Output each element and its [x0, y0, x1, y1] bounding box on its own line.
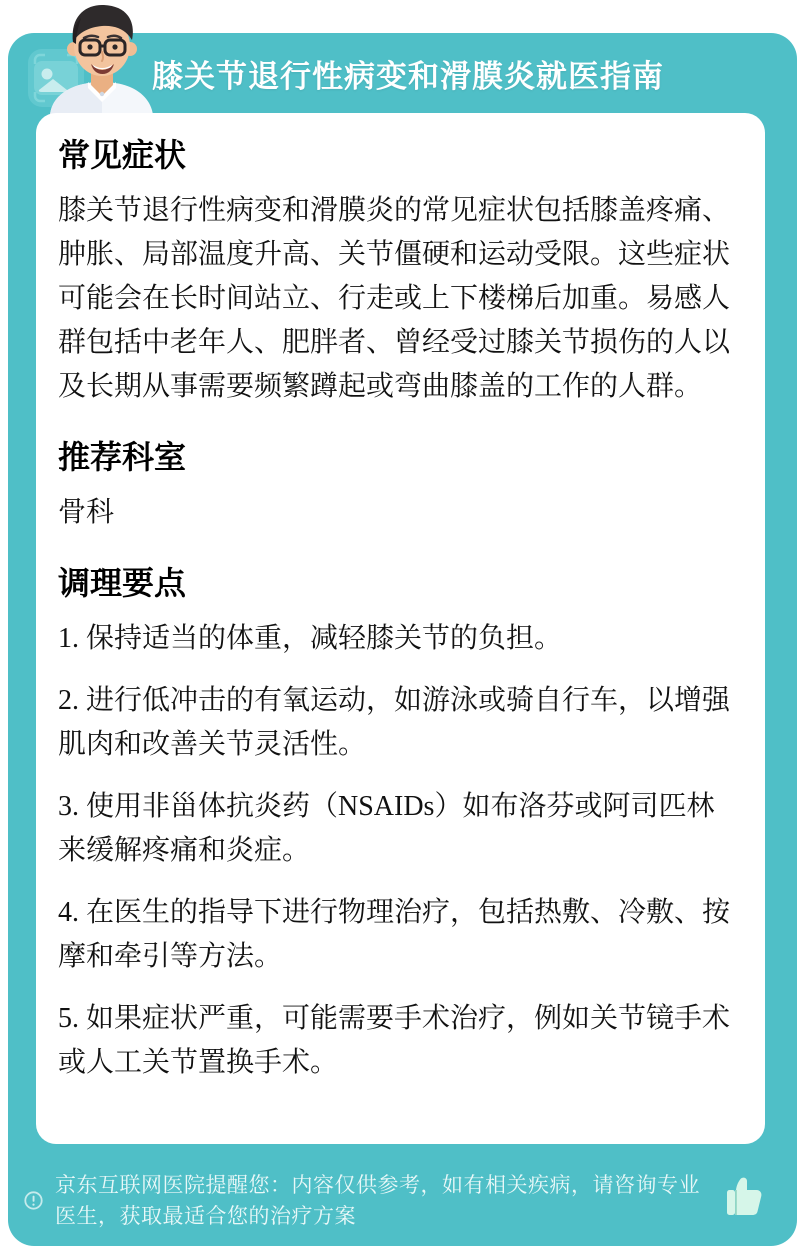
page-title: 膝关节退行性病变和滑膜炎就医指南: [152, 59, 664, 94]
disclaimer-footer: [8, 1156, 797, 1246]
symptoms-paragraph: 膝关节退行性病变和滑膜炎的常见症状包括膝盖疼痛、肿胀、局部温度升高、关节僵硬和运动受限。这些症状可能会在长时间站立、行走或上下楼梯后加重。易感人群包括中老年人、肥胖者、曾经受过膝关节损伤的人以及长期从事需要频繁蹲起或弯曲膝盖的工作的人群。: [58, 195, 731, 402]
care-tip-2: 2. 进行低冲击的有氧运动，如游泳或骑自行车，以增强肌肉和改善关节灵活性。: [58, 685, 731, 760]
content-card: [36, 113, 765, 1144]
care-tip-1: 1. 保持适当的体重，减轻膝关节的负担。: [58, 623, 563, 654]
section-heading-care-tips: 调理要点: [58, 565, 187, 601]
thumbs-up-icon[interactable]: [723, 1176, 763, 1227]
section-heading-department: 推荐科室: [58, 439, 187, 475]
care-tip-5: 5. 如果症状严重，可能需要手术治疗，例如关节镜手术或人工关节置换手术。: [58, 1003, 731, 1078]
info-exclamation-icon: [24, 1191, 43, 1215]
care-tip-3: 3. 使用非甾体抗炎药（NSAIDs）如布洛芬或阿司匹林来缓解疼痛和炎症。: [58, 791, 715, 866]
disclaimer-text: 京东互联网医院提醒您：内容仅供参考，如有相关疾病，请咨询专业医生，获取最适合您的治疗方案: [55, 1173, 700, 1228]
section-heading-symptoms: 常见症状: [58, 137, 187, 173]
department-value: 骨科: [58, 497, 115, 528]
doctor-avatar: [38, 2, 166, 120]
care-tip-4: 4. 在医生的指导下进行物理治疗，包括热敷、冷敷、按摩和牵引等方法。: [58, 897, 731, 972]
